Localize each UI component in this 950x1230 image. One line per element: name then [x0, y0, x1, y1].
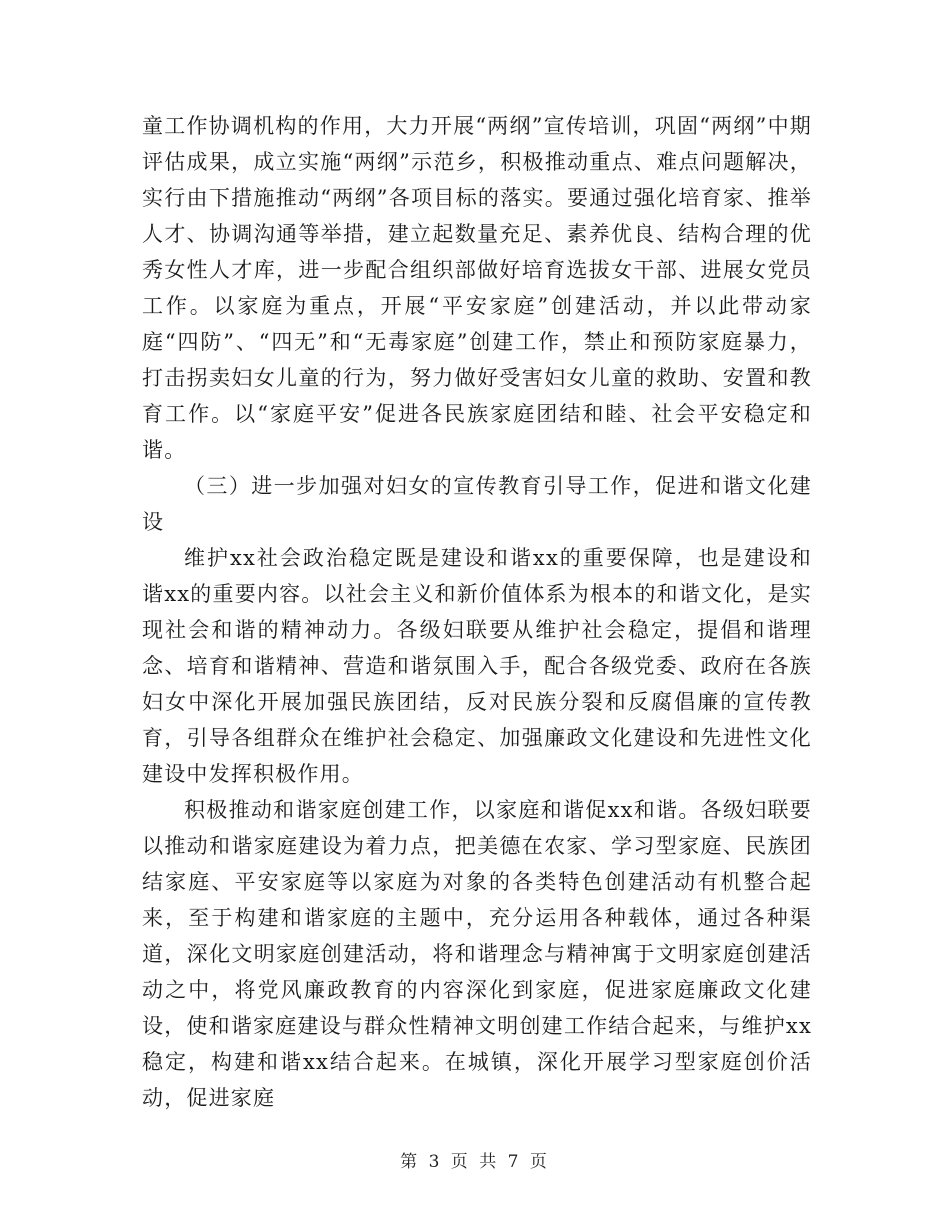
paragraph-continuation: 童工作协调机构的作用，大力开展“两纲”宣传培训，巩固“两纲”中期评估成果，成立实施“两纲”示范乡，积极推动重点、难点问题解决，实行由下措施推动“两纲”各项目标的落实。要通过强化培育家、推举人才、协调沟通等举措，建立起数量充足、素养优良、结构合理的优秀女性人才库，进一步配合组织部做好培育选拔女干部、进展女党员工作。以家庭为重点，开展“平安家庭”创建活动，并以此带动家庭“四防”、“四无”和“无毒家庭”创建工作，禁止和预防家庭暴力，打击拐卖妇女儿童的行为，努力做好受害妇女儿童的救助、安置和教育工作。以“家庭平安”促进各民族家庭团结和睦、社会平安稳定和谐。 — [142, 114, 812, 462]
document-body — [142, 108, 812, 1116]
paragraph: 积极推动和谐家庭创建工作，以家庭和谐促xx和谐。各级妇联要以推动和谐家庭建设为着力点，把美德在农家、学习型家庭、民族团结家庭、平安家庭等以家庭为对象的各类特色创建活动有机整合起来，至于构建和谐家庭的主题中，充分运用各种载体，通过各种渠道，深化文明家庭创建活动，将和谐理念与精神寓于文明家庭创建活动之中，将党风廉政教育的内容深化到家庭，促进家庭廉政文化建设，使和谐家庭建设与群众性精神文明创建工作结合起来，与维护xx稳定，构建和谐xx结合起来。在城镇，深化开展学习型家庭创价活动，促进家庭 — [142, 798, 812, 1110]
section-heading: （三）进一步加强对妇女的宣传教育引导工作，促进和谐文化建设 — [142, 474, 812, 534]
page-number-footer: 第 3 页 共 7 页 — [400, 1152, 550, 1172]
paragraph: 维护xx社会政治稳定既是建设和谐xx的重要保障，也是建设和谐xx的重要内容。以社会主义和新价值体系为根本的和谐文化，是实现社会和谐的精神动力。各级妇联要从维护社会稳定，提倡和谐理念、培育和谐精神、营造和谐氛围入手，配合各级党委、政府在各族妇女中深化开展加强民族团结，反对民族分裂和反腐倡廉的宣传教育，引导各组群众在维护社会稳定、加强廉政文化建设和先进性文化建设中发挥积极作用。 — [142, 546, 812, 786]
